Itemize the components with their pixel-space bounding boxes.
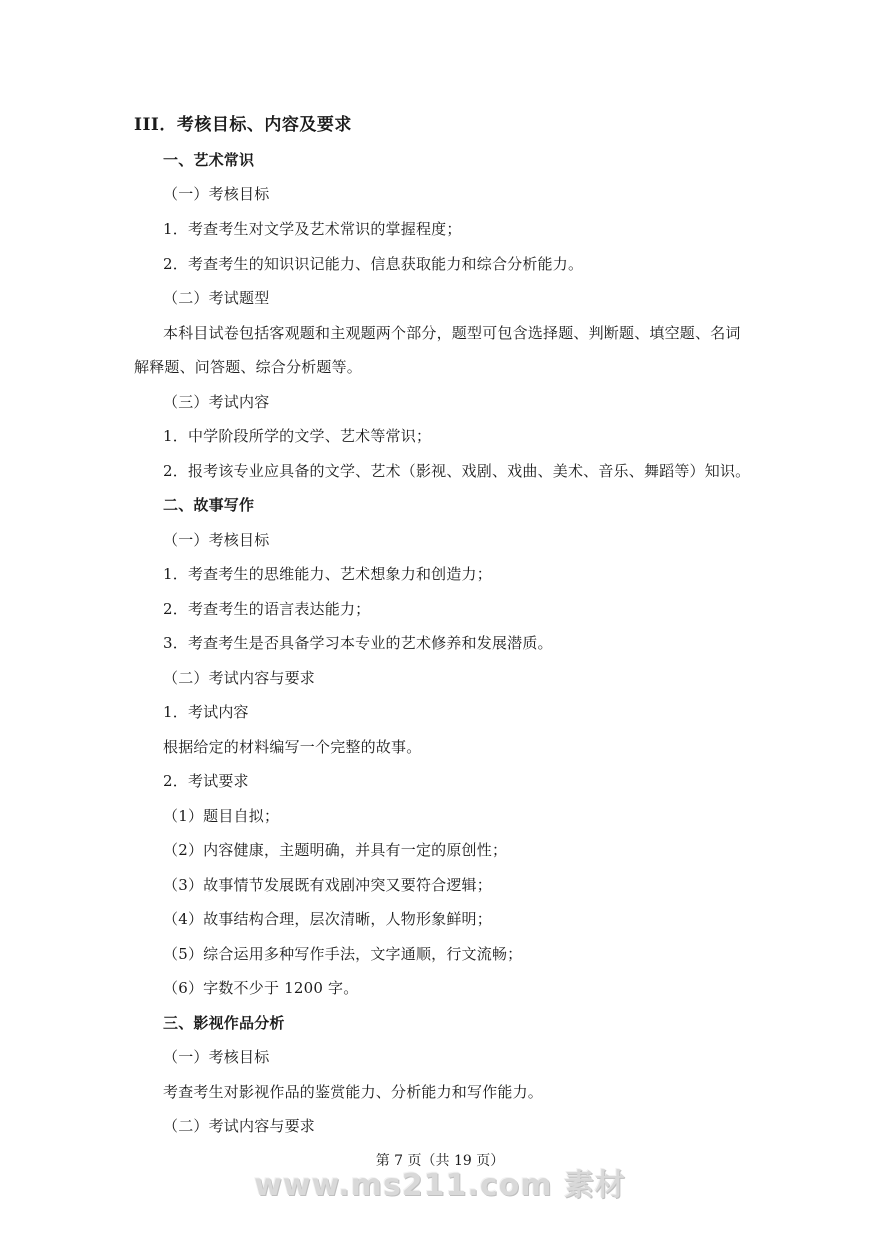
watermark: www.ms211.com 素材: [254, 1168, 626, 1203]
list-item: 2．报考该专业应具备的文学、艺术（影视、戏剧、戏曲、美术、音乐、舞蹈等）知识。: [163, 462, 751, 480]
list-item: 1．考查考生对文学及艺术常识的掌握程度；: [163, 220, 462, 238]
sub-subsection-heading: （一）考核目标: [163, 1048, 270, 1066]
sub-subsection-heading: （一）考核目标: [163, 531, 270, 549]
subsection-heading: 一、艺术常识: [163, 151, 255, 169]
list-item: （6）字数不少于 1200 字。: [163, 979, 359, 997]
section-heading: III．考核目标、内容及要求: [134, 115, 352, 135]
paragraph-line: 考查考生对影视作品的鉴赏能力、分析能力和写作能力。: [163, 1083, 544, 1101]
list-item: 3．考查考生是否具备学习本专业的艺术修养和发展潜质。: [163, 634, 553, 652]
sub-subsection-heading: （二）考试题型: [163, 289, 270, 307]
list-item: 2．考试要求: [163, 772, 249, 790]
list-item: （3）故事情节发展既有戏剧冲突又要符合逻辑；: [163, 876, 492, 894]
paragraph-line: 根据给定的材料编写一个完整的故事。: [163, 738, 422, 756]
list-item: 1．考查考生的思维能力、艺术想象力和创造力；: [163, 565, 492, 583]
list-item: 2．考查考生的语言表达能力；: [163, 600, 371, 618]
subsection-heading: 二、故事写作: [163, 496, 255, 514]
list-item: （4）故事结构合理，层次清晰，人物形象鲜明；: [163, 910, 492, 928]
list-item: （5）综合运用多种写作手法，文字通顺，行文流畅；: [163, 945, 523, 963]
sub-subsection-heading: （一）考核目标: [163, 185, 270, 203]
subsection-heading: 三、影视作品分析: [163, 1014, 285, 1032]
sub-subsection-heading: （三）考试内容: [163, 393, 270, 411]
page-number-footer: 第 7 页（共 19 页）: [375, 1153, 505, 1169]
list-item: 1．中学阶段所学的文学、艺术等常识；: [163, 427, 432, 445]
list-item: 1．考试内容: [163, 703, 249, 721]
paragraph-line: 本科目试卷包括客观题和主观题两个部分，题型可包含选择题、判断题、填空题、名词: [163, 324, 741, 342]
list-item: 2．考查考生的知识识记能力、信息获取能力和综合分析能力。: [163, 255, 584, 273]
sub-subsection-heading: （二）考试内容与要求: [163, 669, 316, 687]
sub-subsection-heading: （二）考试内容与要求: [163, 1117, 316, 1135]
paragraph-line: 解释题、问答题、综合分析题等。: [134, 358, 363, 376]
list-item: （2）内容健康，主题明确，并具有一定的原创性；: [163, 841, 508, 859]
list-item: （1）题目自拟；: [163, 807, 280, 825]
